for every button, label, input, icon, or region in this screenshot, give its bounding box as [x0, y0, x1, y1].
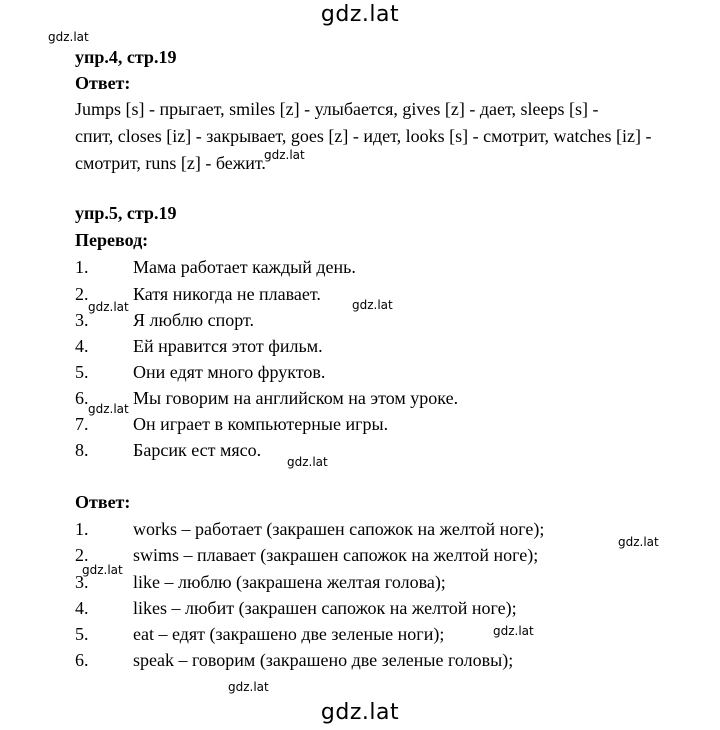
watermark-small: gdz.lat: [352, 298, 393, 312]
ex4-answer-line: смотрит, runs [z] - бежит.: [75, 153, 266, 173]
ex5-answer-label: Ответ:: [75, 492, 131, 512]
item-text: Мама работает каждый день.: [133, 257, 356, 277]
item-number: 2.: [75, 284, 89, 304]
item-number: 2.: [75, 545, 89, 565]
item-text: like – люблю (закрашена желтая голова);: [133, 572, 446, 592]
item-number: 7.: [75, 414, 89, 434]
item-number: 4.: [75, 598, 89, 618]
item-number: 3.: [75, 310, 89, 330]
item-text: works – работает (закрашен сапожок на желтой ноге);: [133, 519, 545, 539]
item-text: swims – плавает (закрашен сапожок на желтой ноге);: [133, 545, 539, 565]
watermark-small: gdz.lat: [264, 148, 305, 162]
watermark-small: gdz.lat: [88, 402, 129, 416]
ex4-title: упр.4, стр.19: [75, 47, 177, 67]
watermark-small: gdz.lat: [287, 455, 328, 469]
item-number: 1.: [75, 519, 89, 539]
item-number: 8.: [75, 440, 89, 460]
watermark-small: gdz.lat: [82, 563, 123, 577]
watermark-small: gdz.lat: [618, 535, 659, 549]
ex5-title: упр.5, стр.19: [75, 203, 177, 223]
item-text: Я люблю спорт.: [133, 310, 254, 330]
item-text: speak – говорим (закрашено две зеленые головы);: [133, 650, 514, 670]
item-number: 5.: [75, 624, 89, 644]
ex4-answer-line: спит, closes [iz] - закрывает, goes [z] - идет, looks [s] - смотрит, watches [iz] -: [75, 126, 652, 146]
item-number: 6.: [75, 388, 89, 408]
item-text: Катя никогда не плавает.: [133, 284, 321, 304]
watermark-small: gdz.lat: [88, 300, 129, 314]
item-text: eat – едят (закрашено две зеленые ноги);: [133, 624, 445, 644]
item-text: Барсик ест мясо.: [133, 440, 262, 460]
item-number: 5.: [75, 362, 89, 382]
ex5-translation-label: Перевод:: [75, 230, 149, 250]
watermark-small: gdz.lat: [48, 30, 89, 44]
ex4-answer-label: Ответ:: [75, 73, 131, 93]
item-number: 3.: [75, 572, 89, 592]
watermark-small: gdz.lat: [228, 680, 269, 694]
watermark-top: gdz.lat: [320, 2, 400, 27]
item-text: Он играет в компьютерные игры.: [133, 414, 389, 434]
watermark-bottom: gdz.lat: [320, 700, 400, 725]
item-number: 6.: [75, 650, 89, 670]
ex4-answer-line: Jumps [s] - прыгает, smiles [z] - улыбается, gives [z] - дает, sleeps [s] -: [75, 99, 599, 119]
item-text: Мы говорим на английском на этом уроке.: [133, 388, 459, 408]
watermark-small: gdz.lat: [493, 624, 534, 638]
ex4-answer-text: [75, 96, 705, 177]
item-text: likes – любит (закрашен сапожок на желтой ноге);: [133, 598, 517, 618]
item-text: Ей нравится этот фильм.: [133, 336, 323, 356]
item-number: 4.: [75, 336, 89, 356]
item-text: Они едят много фруктов.: [133, 362, 326, 382]
item-number: 1.: [75, 257, 89, 277]
